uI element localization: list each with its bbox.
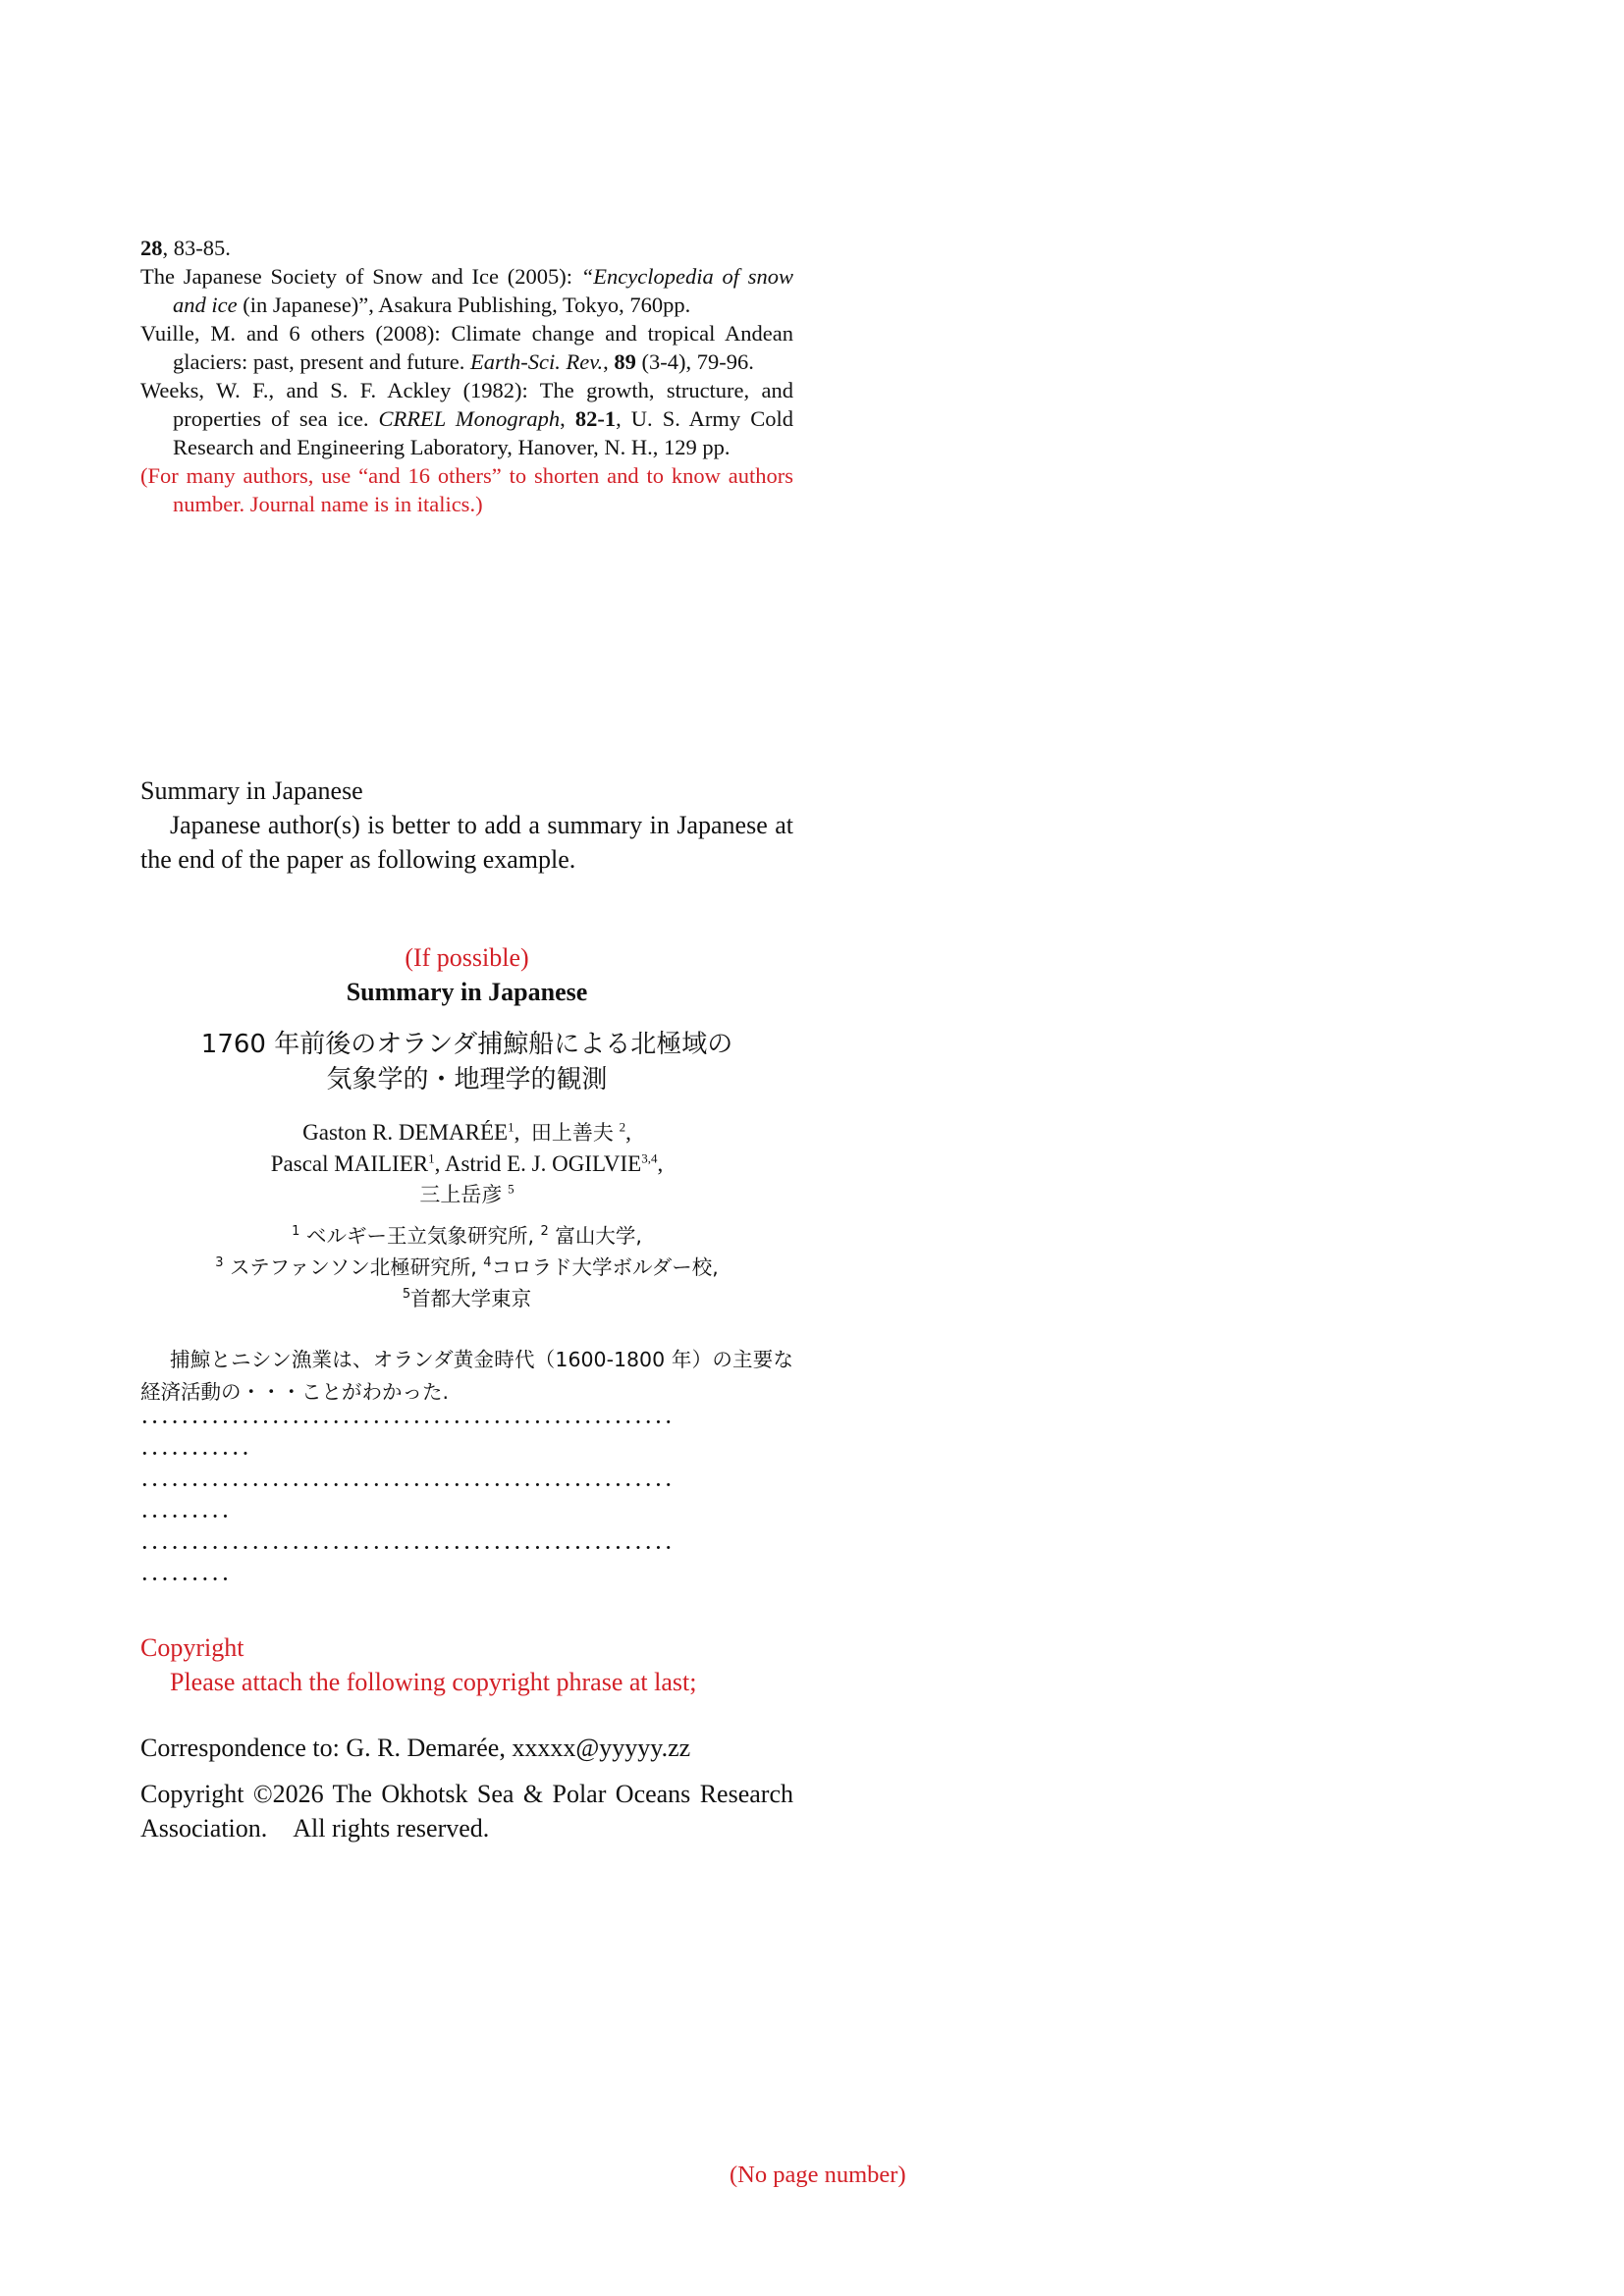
authors-line3 [140,1179,793,1210]
dots-line: ····················································· [140,1470,675,1499]
affil-sup: 5 [402,1287,411,1303]
jp-summary-heading: Summary in Japanese [346,978,588,1006]
summary-intro-text: Japanese author(s) is better to add a summary in Japanese at the end of the paper as following example. [140,811,793,874]
affil-sup: 1 [292,1224,300,1240]
jp-authors [140,1117,793,1210]
ref-text: (in Japanese)”, Asakura Publishing, Tokyo, 760pp. [237,293,691,317]
affiliations-line2 [140,1252,793,1283]
affiliation: ステファンソン北極研究所, [230,1255,477,1279]
journal-name: CRREL Monograph [378,406,561,431]
author-sup: 5 [508,1181,514,1197]
jp-title-line2: 気象学的・地理学的観測 [326,1065,608,1095]
author: Gaston R. DEMARÉE [302,1120,509,1145]
author-sup: 2 [619,1119,626,1135]
author-sup: 1 [428,1150,435,1166]
dots-line: ········· [140,1502,232,1530]
author-sup: 1 [508,1119,514,1135]
volume: 82-1 [574,406,617,431]
dots-line: ········· [140,1565,232,1593]
correspondence: Correspondence to: G. R. Demarée, xxxxx@yyyyy.zz [140,1734,691,1762]
copyright-instruction: Please attach the following copyright phrase at last; [170,1668,697,1696]
ref-text: , [560,406,575,431]
reference-tail [140,234,793,262]
author: 三上岳彦 [419,1183,503,1206]
page-number-note: (No page number) [730,2162,906,2188]
summary-intro-heading: Summary in Japanese [140,776,363,805]
affil-sup: 4 [483,1255,492,1271]
if-possible-label: (If possible) [405,943,529,972]
ref-text: The Japanese Society of Snow and Ice (2005): [140,264,581,289]
volume: 89 [614,349,636,374]
reference-note: (For many authors, use “and 16 others” to shorten and to know authors number. Journal name is in italics.) [140,463,793,516]
reference-weeks [140,376,793,461]
author: Pascal MAILIER [270,1151,429,1176]
jp-affiliations [140,1220,793,1314]
affiliation: ベルギー王立気象研究所, [305,1224,534,1248]
ref-text: Vuille, M. and 6 others (2008): Climate change and tropical Andean glaciers: past, present and future. [140,321,793,374]
authors-line2: Pascal MAILIER$^1$, Astrid E. J. OGILVIE$^{3,4}$, [270,1150,664,1176]
dots-line: ····················································· [140,1533,675,1562]
ref-text: , U. S. Army Cold Research and Engineering Laboratory, Hanover, N. H., 129 pp. [173,406,793,459]
copyright-heading: Copyright [140,1633,244,1662]
ellipsis-block [140,1407,793,1595]
reference-vuille [140,319,793,376]
author: Astrid E. J. OGILVIE [444,1151,642,1176]
dots-line: ··········· [140,1439,251,1468]
summary-intro [140,774,793,877]
jp-title-line1: 1760 年前後のオランダ捕鯨船による北極域の [200,1030,733,1059]
affil-sup: 2 [540,1224,549,1240]
pages: , 83-85. [162,236,231,260]
affiliation: 富山大学, [555,1224,642,1248]
affiliation: コロラド大学ボルダー校, [491,1255,719,1279]
affiliations-line1 [140,1220,793,1252]
affil-sup: 3 [215,1255,224,1271]
ref-text: , [603,349,615,374]
copyright-statement: Copyright ©2026 The Okhotsk Sea & Polar Oceans Research Association. All rights reserved. [140,1780,793,1842]
ref-title: “Encyclopedia of snow and ice [173,264,793,317]
author: 田上善夫 [530,1121,614,1145]
affiliation: 首都大学東京 [410,1287,532,1310]
ref-text: (3-4), 79-96. [635,349,754,374]
dots-line: ····················································· [140,1408,675,1436]
jp-summary-body: 捕鯨とニシン漁業は、オランダ黄金時代（1600-1800 年）の主要な経済活動の・・・ことがわかった. [140,1348,793,1404]
ref-text: Weeks, W. F., and S. F. Ackley (1982): The growth, structure, and properties of sea ice. [140,378,793,431]
reference-jsi [140,262,793,319]
references [140,234,793,518]
jp-title [140,1027,793,1097]
volume: 28 [140,236,163,260]
affiliations-line3 [140,1283,793,1314]
authors-line1: Gaston R. DEMARÉE$^1$, 田上善夫 $^2$, [302,1119,631,1145]
journal-name: Earth-Sci. Rev. [470,349,604,374]
author-sup: 3,4 [641,1150,658,1166]
